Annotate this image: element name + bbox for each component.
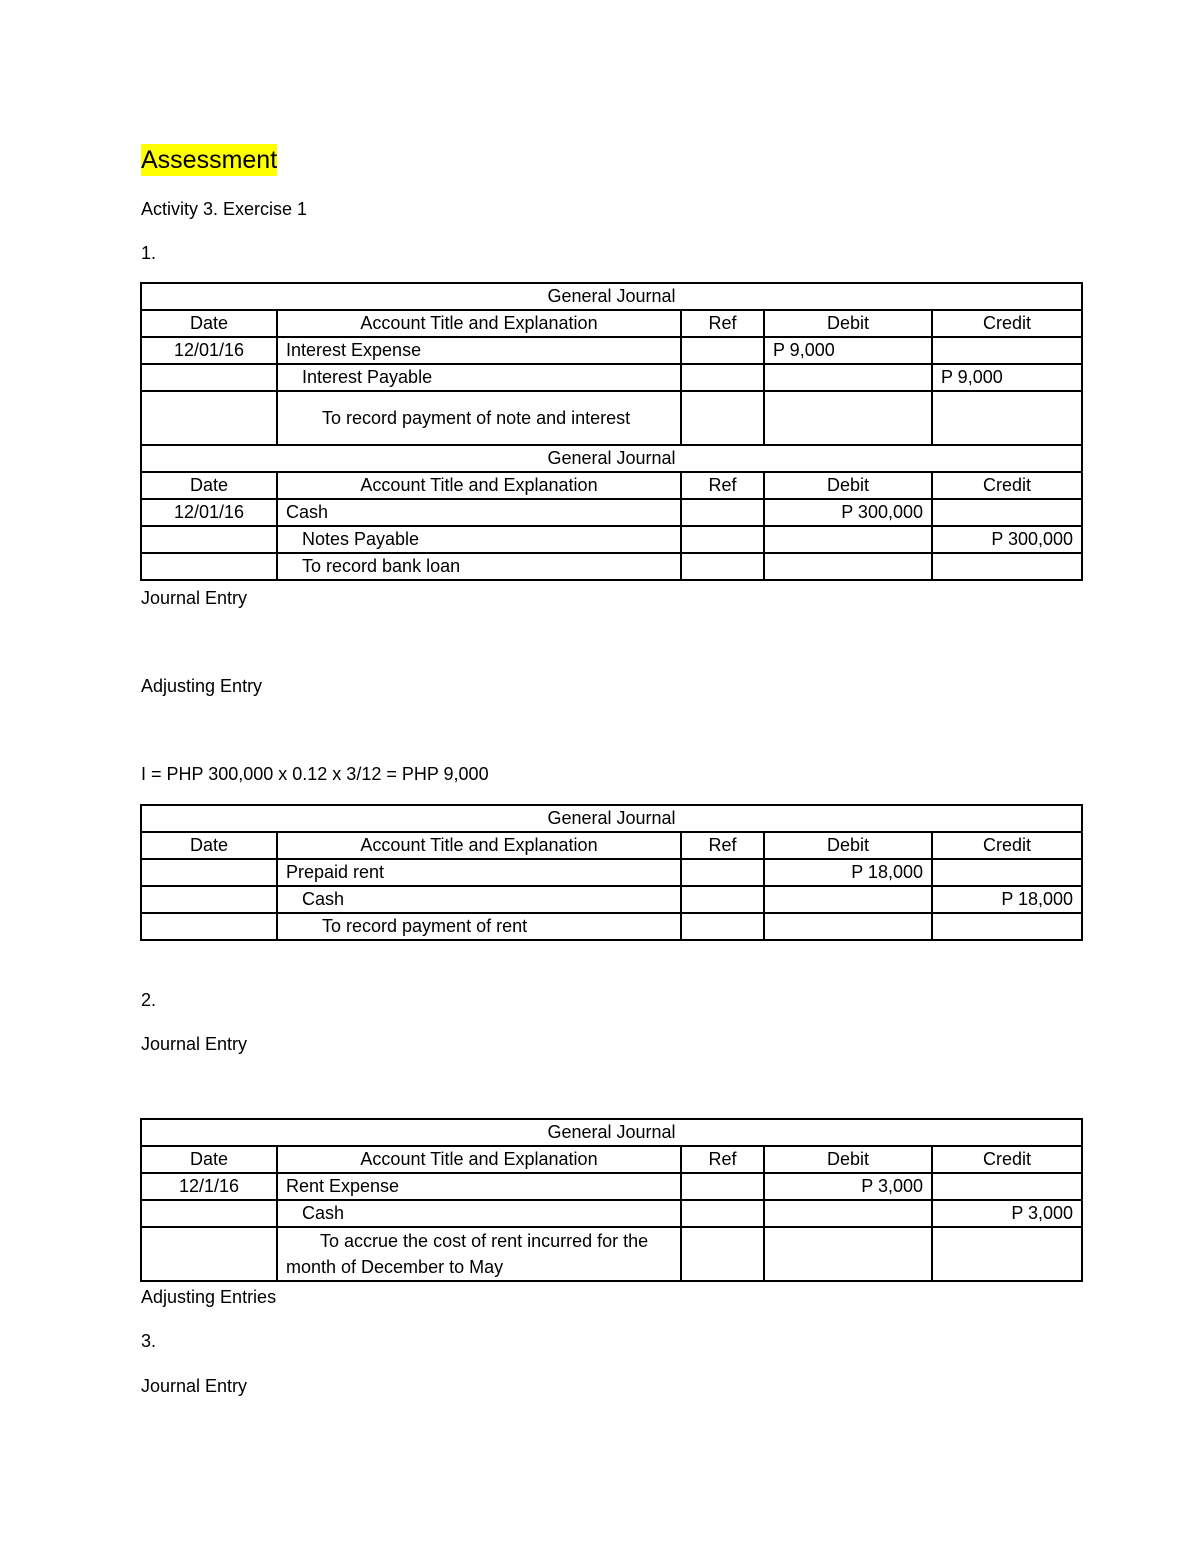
col-ref: Ref (681, 310, 764, 337)
cell-debit (764, 391, 932, 445)
col-credit: Credit (932, 832, 1082, 859)
cell-debit: P 3,000 (764, 1173, 932, 1200)
cell-ref (681, 499, 764, 526)
cell-ref (681, 886, 764, 913)
cell-ref (681, 526, 764, 553)
cell-debit (764, 913, 932, 940)
cell-date (141, 526, 277, 553)
cell-date (141, 1200, 277, 1227)
page-title: Assessment (141, 146, 278, 174)
cell-ref (681, 1173, 764, 1200)
cell-account: Interest Payable (277, 364, 681, 391)
table-row (141, 1173, 1082, 1200)
col-ref: Ref (681, 472, 764, 499)
cell-ref (681, 364, 764, 391)
cell-debit (764, 526, 932, 553)
col-account: Account Title and Explanation (277, 1146, 681, 1173)
cell-credit (932, 391, 1082, 445)
table-header-row (141, 472, 1082, 499)
col-ref: Ref (681, 832, 764, 859)
cell-account: Rent Expense (277, 1173, 681, 1200)
table-row (141, 553, 1082, 580)
col-date: Date (141, 1146, 277, 1173)
cell-date (141, 913, 277, 940)
interest-formula: I = PHP 300,000 x 0.12 x 3/12 = PHP 9,000 (141, 764, 489, 784)
cell-account: To record payment of rent (277, 913, 681, 940)
cell-date (141, 553, 277, 580)
cell-ref (681, 1227, 764, 1281)
cell-date (141, 859, 277, 886)
cell-ref (681, 913, 764, 940)
cell-ref (681, 859, 764, 886)
col-date: Date (141, 472, 277, 499)
col-date: Date (141, 310, 277, 337)
col-account: Account Title and Explanation (277, 832, 681, 859)
cell-ref (681, 337, 764, 364)
cell-credit (932, 337, 1082, 364)
col-debit: Debit (764, 310, 932, 337)
cell-debit (764, 886, 932, 913)
cell-ref (681, 553, 764, 580)
journal-entry-label: Journal Entry (141, 1034, 248, 1054)
cell-credit (932, 859, 1082, 886)
cell-credit (932, 499, 1082, 526)
cell-credit (932, 913, 1082, 940)
activity-heading: Activity 3. Exercise 1 (141, 199, 308, 219)
table-row (141, 1227, 1082, 1281)
cell-account: To record bank loan (277, 553, 681, 580)
cell-account: Interest Expense (277, 337, 681, 364)
cell-account: Notes Payable (277, 526, 681, 553)
journal-title: General Journal (141, 445, 1082, 472)
cell-date (141, 1227, 277, 1281)
cell-credit: P 18,000 (932, 886, 1082, 913)
journal-entry-label: Journal Entry (141, 588, 248, 608)
cell-ref (681, 391, 764, 445)
cell-debit (764, 553, 932, 580)
general-journal-table-1 (140, 282, 1083, 581)
cell-account: Prepaid rent (277, 859, 681, 886)
cell-date (141, 364, 277, 391)
cell-account: To record payment of note and interest (277, 391, 681, 445)
journal-title: General Journal (141, 283, 1082, 310)
cell-date: 12/01/16 (141, 337, 277, 364)
col-debit: Debit (764, 472, 932, 499)
col-account: Account Title and Explanation (277, 472, 681, 499)
item-number-1: 1. (141, 243, 157, 263)
cell-credit (932, 553, 1082, 580)
cell-debit: P 18,000 (764, 859, 932, 886)
table-row (141, 499, 1082, 526)
cell-debit (764, 364, 932, 391)
adjusting-entries-label: Adjusting Entries (141, 1287, 277, 1307)
col-debit: Debit (764, 1146, 932, 1173)
col-date: Date (141, 832, 277, 859)
cell-debit: P 9,000 (764, 337, 932, 364)
journal-title: General Journal (141, 1119, 1082, 1146)
cell-debit (764, 1227, 932, 1281)
cell-date (141, 391, 277, 445)
cell-date (141, 886, 277, 913)
table-header-row (141, 310, 1082, 337)
journal-entry-label: Journal Entry (141, 1376, 248, 1396)
cell-credit: P 300,000 (932, 526, 1082, 553)
table-row (141, 859, 1082, 886)
cell-credit: P 9,000 (932, 364, 1082, 391)
item-number-3: 3. (141, 1331, 157, 1351)
cell-date: 12/1/16 (141, 1173, 277, 1200)
cell-credit: P 3,000 (932, 1200, 1082, 1227)
cell-date: 12/01/16 (141, 499, 277, 526)
general-journal-table-3 (140, 804, 1083, 941)
table-row (141, 913, 1082, 940)
cell-credit (932, 1227, 1082, 1281)
table-header-row (141, 832, 1082, 859)
cell-account: Cash (277, 499, 681, 526)
col-credit: Credit (932, 472, 1082, 499)
cell-account: To accrue the cost of rent incurred for the month of December to May (277, 1227, 681, 1281)
adjusting-entry-label: Adjusting Entry (141, 676, 263, 696)
table-row (141, 337, 1082, 364)
item-number-2: 2. (141, 990, 157, 1010)
table-row (141, 1200, 1082, 1227)
journal-title: General Journal (141, 805, 1082, 832)
col-debit: Debit (764, 832, 932, 859)
table-row (141, 526, 1082, 553)
cell-account: Cash (277, 886, 681, 913)
col-credit: Credit (932, 1146, 1082, 1173)
cell-ref (681, 1200, 764, 1227)
cell-account: Cash (277, 1200, 681, 1227)
table-row (141, 364, 1082, 391)
table-header-row (141, 1146, 1082, 1173)
cell-debit (764, 1200, 932, 1227)
col-credit: Credit (932, 310, 1082, 337)
table-row (141, 886, 1082, 913)
col-ref: Ref (681, 1146, 764, 1173)
general-journal-table-4 (140, 1118, 1083, 1282)
table-row (141, 391, 1082, 445)
cell-credit (932, 1173, 1082, 1200)
col-account: Account Title and Explanation (277, 310, 681, 337)
cell-debit: P 300,000 (764, 499, 932, 526)
